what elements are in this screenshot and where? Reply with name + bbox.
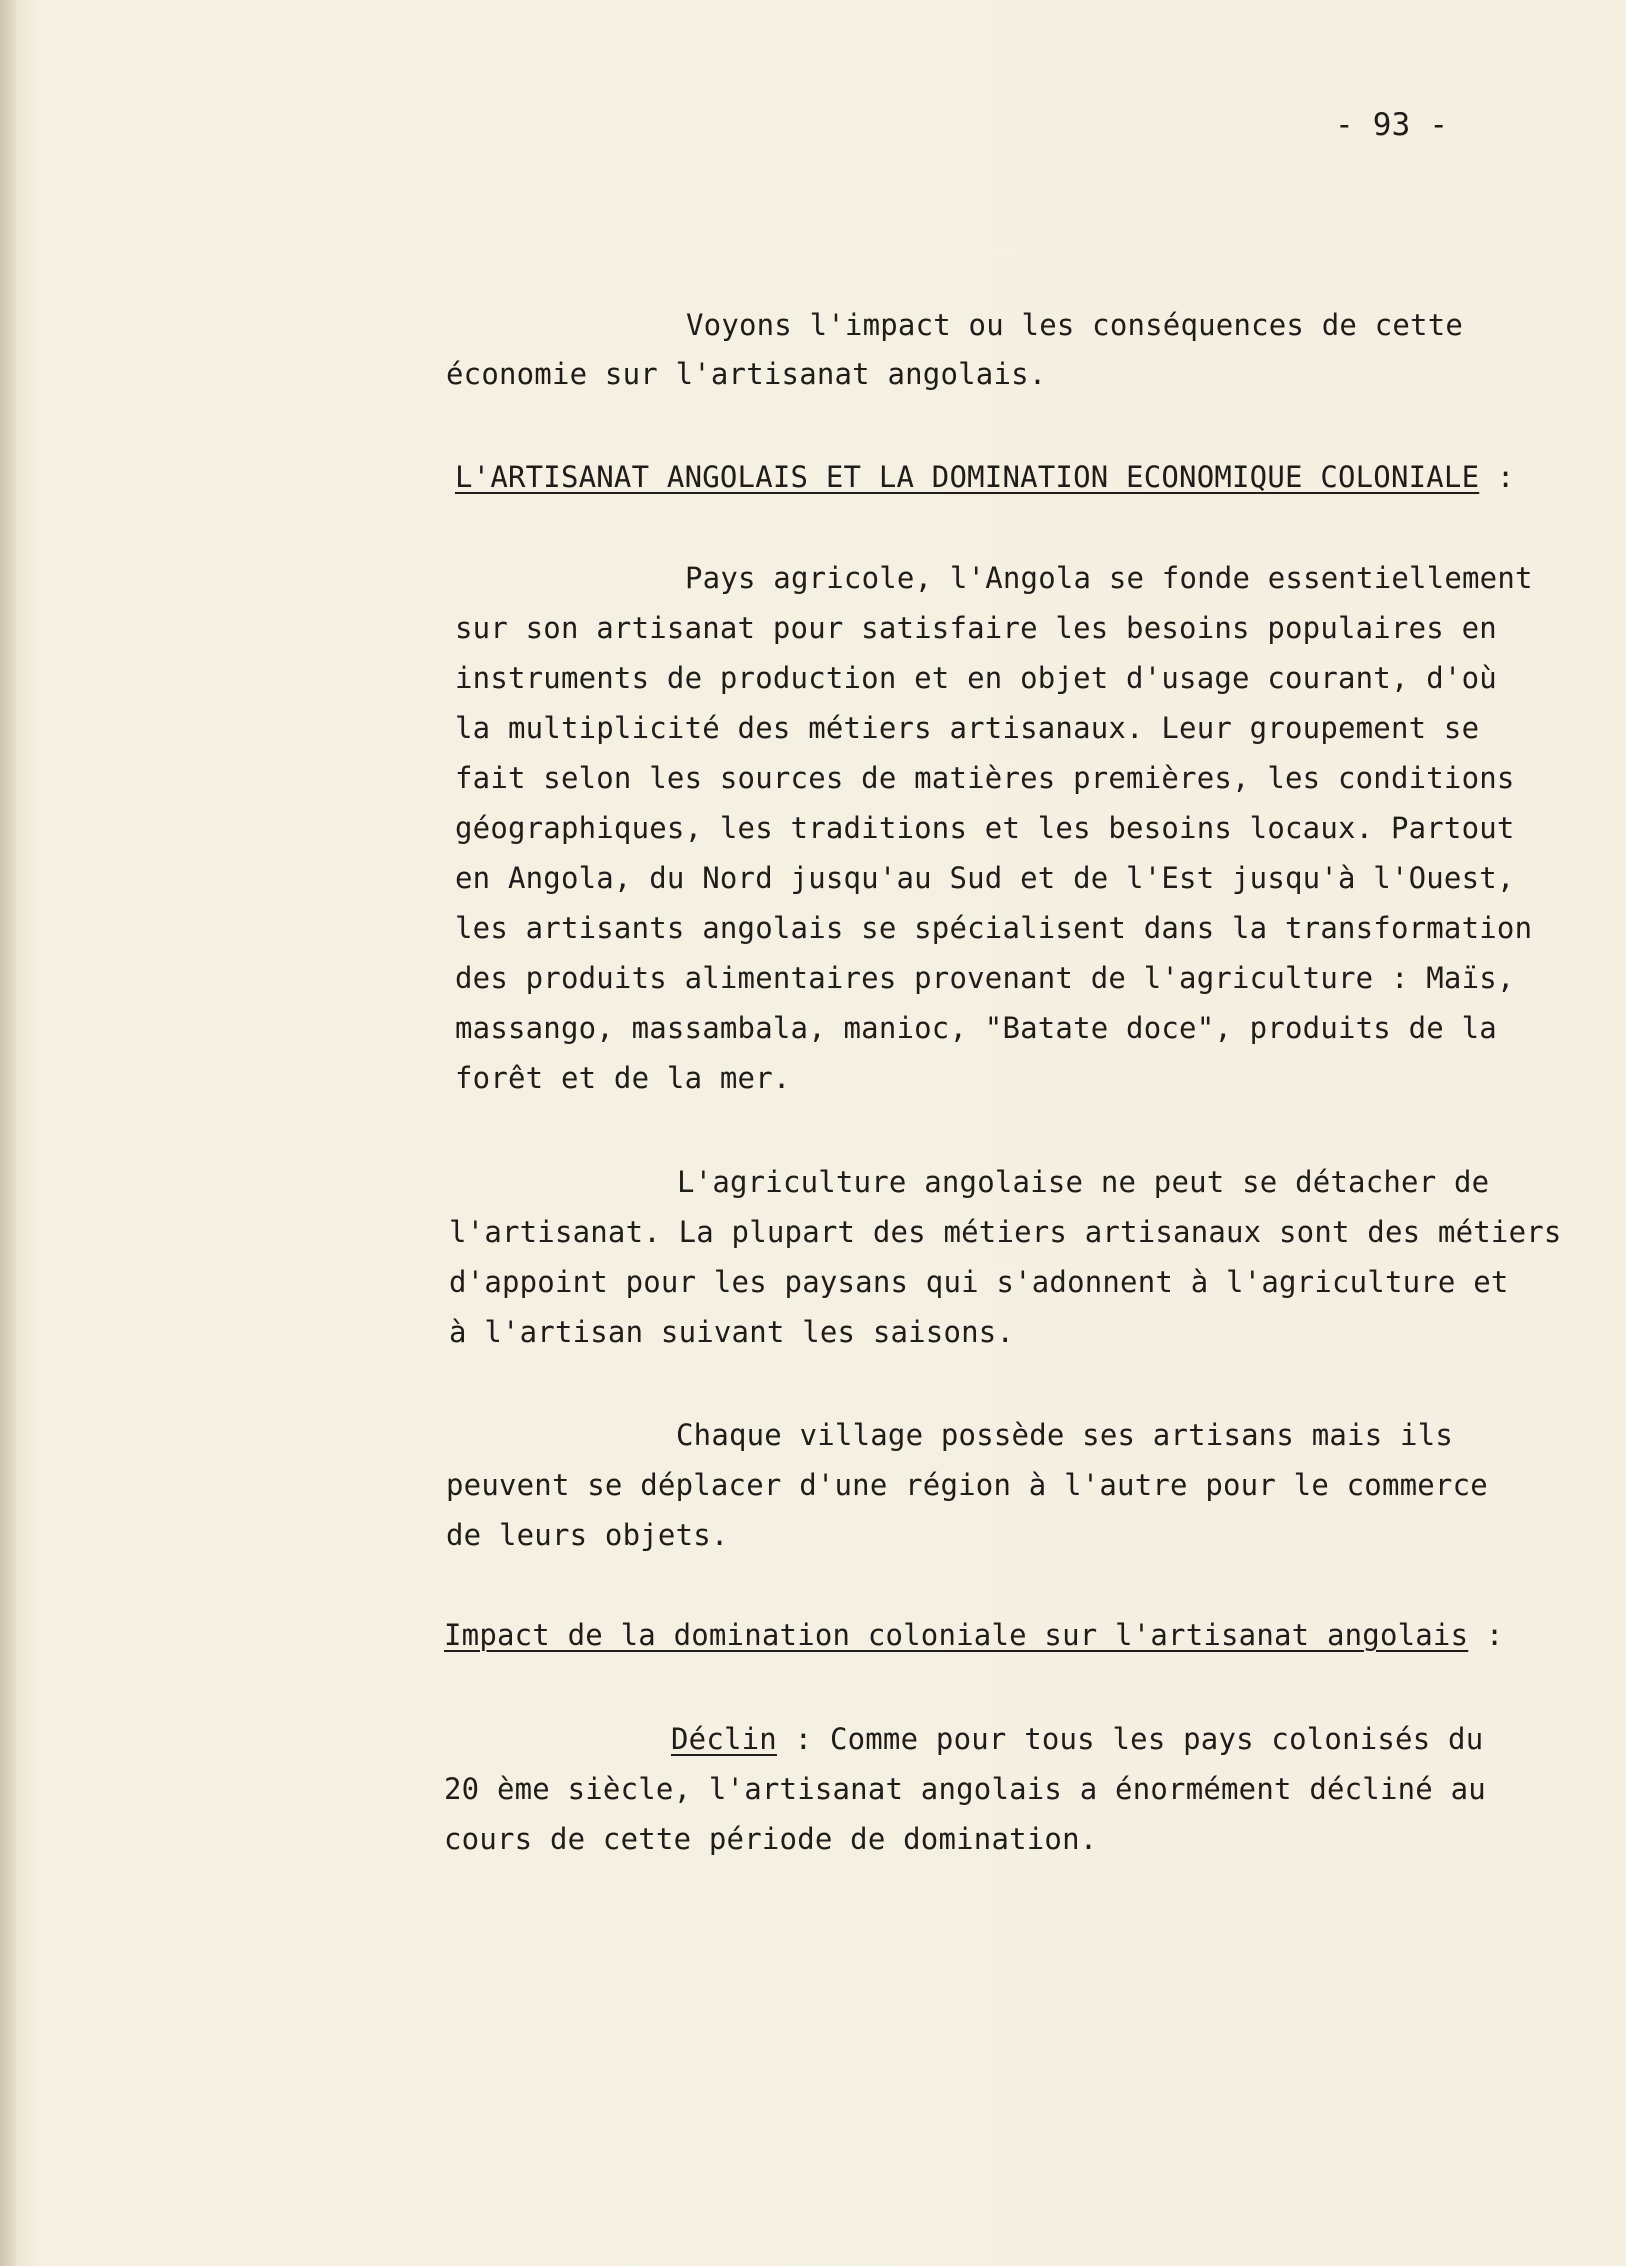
paragraph-line: les artisants angolais se spécialisent dans la transformation (455, 911, 1533, 945)
section-heading-text: L'ARTISANAT ANGOLAIS ET LA DOMINATION ECONOMIQUE COLONIALE (455, 460, 1480, 494)
paragraph-line: instruments de production et en objet d'usage courant, d'où (455, 661, 1497, 695)
section-heading-text: Impact de la domination coloniale sur l'artisanat angolais (444, 1618, 1469, 1652)
paragraph-line: à l'artisan suivant les saisons. (449, 1315, 1015, 1349)
paragraph-line: 20 ème siècle, l'artisanat angolais a énormément décliné au (444, 1772, 1486, 1806)
declin-text: : Comme pour tous les pays colonisés du (776, 1722, 1484, 1756)
paragraph-line: peuvent se déplacer d'une région à l'autre pour le commerce (446, 1468, 1488, 1502)
paragraph-line: L'agriculture angolaise ne peut se détacher de (677, 1165, 1490, 1199)
page-number: - 93 - (1335, 107, 1449, 143)
paragraph-line: cours de cette période de domination. (444, 1822, 1098, 1856)
intro-line: économie sur l'artisanat angolais. (446, 357, 1047, 391)
paragraph-line: sur son artisanat pour satisfaire les besoins populaires en (455, 611, 1497, 645)
paragraph-line: Chaque village possède ses artisans mais ils (676, 1418, 1454, 1452)
paragraph-line: Pays agricole, l'Angola se fonde essentiellement (685, 561, 1533, 595)
paragraph-line: forêt et de la mer. (455, 1061, 791, 1095)
paragraph-line: d'appoint pour les paysans qui s'adonnent à l'agriculture et (449, 1265, 1509, 1299)
declin-first-line (671, 1722, 1483, 1756)
intro-line: Voyons l'impact ou les conséquences de cette (686, 308, 1464, 342)
paragraph-line: géographiques, les traditions et les besoins locaux. Partout (455, 811, 1515, 845)
paragraph-line: la multiplicité des métiers artisanaux. Leur groupement se (455, 711, 1480, 745)
heading-colon: : (1468, 1618, 1504, 1652)
heading-colon: : (1479, 460, 1515, 494)
section-heading-impact (444, 1618, 1504, 1652)
declin-label: Déclin (671, 1722, 777, 1756)
section-heading-artisanat (455, 460, 1515, 494)
paragraph-line: en Angola, du Nord jusqu'au Sud et de l'Est jusqu'à l'Ouest, (455, 861, 1515, 895)
paragraph-line: massango, massambala, manioc, "Batate doce", produits de la (455, 1011, 1497, 1045)
paragraph-line: l'artisanat. La plupart des métiers artisanaux sont des métiers (449, 1215, 1562, 1249)
binding-edge (0, 0, 16, 2266)
paragraph-line: de leurs objets. (446, 1518, 729, 1552)
paragraph-line: des produits alimentaires provenant de l'agriculture : Maïs, (455, 961, 1515, 995)
paragraph-line: fait selon les sources de matières premières, les conditions (455, 761, 1515, 795)
